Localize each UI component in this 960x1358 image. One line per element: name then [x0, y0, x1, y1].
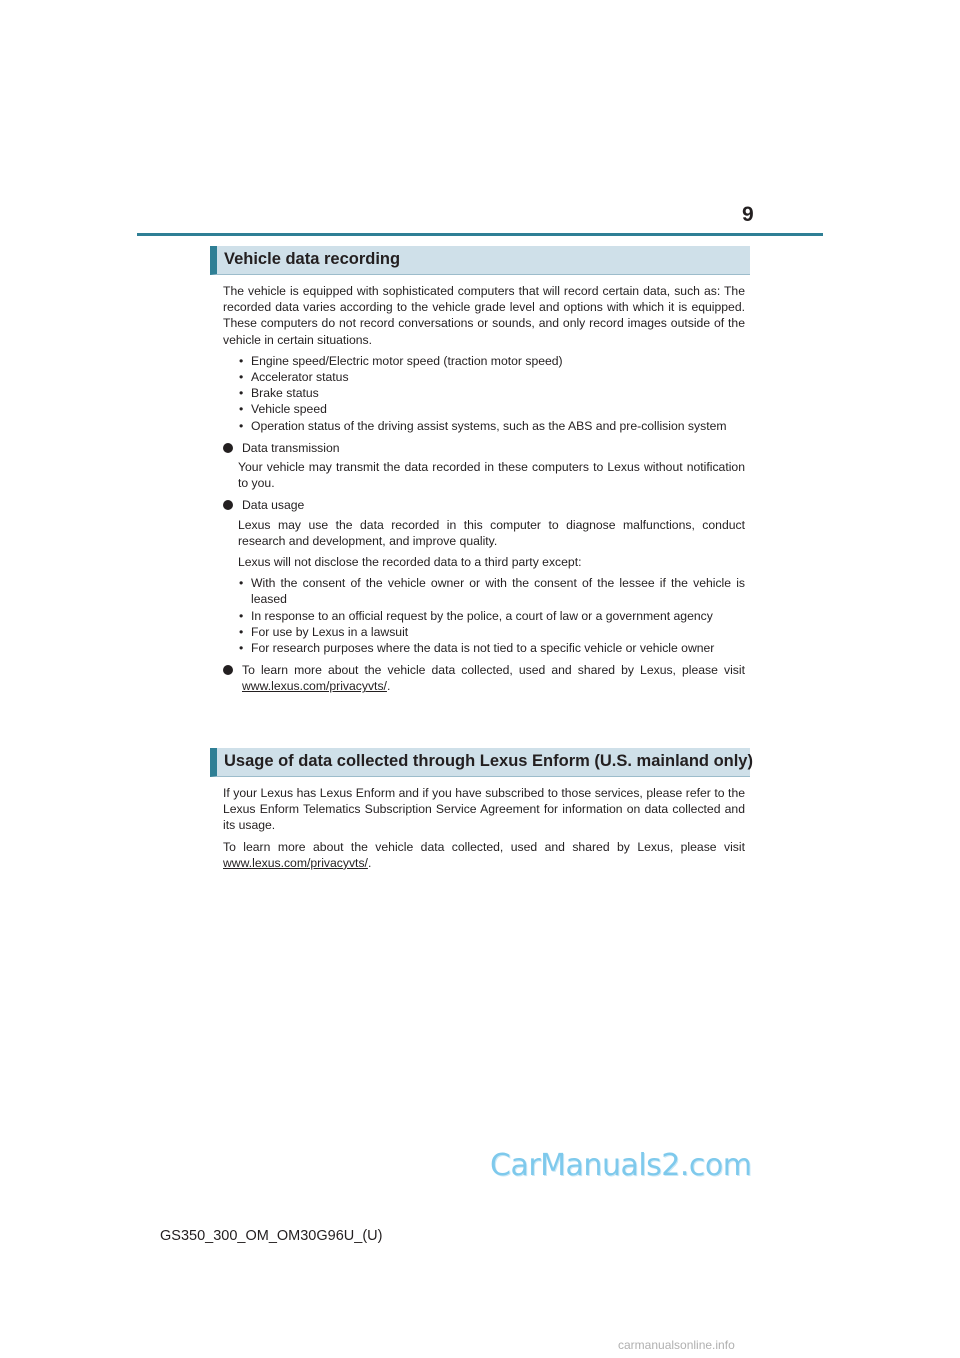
list-item: • Engine speed/Electric motor speed (traction motor speed)	[251, 353, 745, 369]
disclosure-paragraph: Lexus will not disclose the recorded data to a third party except:	[238, 555, 582, 570]
item-body	[238, 517, 745, 657]
learn-more-item	[223, 662, 745, 694]
bullet-icon	[223, 500, 233, 510]
period: .	[386, 679, 391, 694]
section-body-vehicle-data	[223, 283, 745, 695]
footer-code: GS350_300_OM_OM30G96U_(U)	[160, 1228, 383, 1244]
list-item: • Brake status	[251, 385, 745, 401]
enform-learn-more	[223, 839, 745, 871]
bullet-icon	[223, 665, 233, 675]
list-item: • Vehicle speed	[251, 401, 745, 417]
section-header-enform	[210, 748, 753, 777]
watermark-text: CarManuals2.com	[490, 1148, 752, 1183]
bottom-watermark: carmanualsonline.info	[618, 1338, 735, 1352]
list-item: • With the consent of the vehicle owner or with the consent of the lessee if the vehicle is leased	[251, 575, 745, 607]
list-item: • For use by Lexus in a lawsuit	[251, 624, 745, 640]
section-title: Usage of data collected through Lexus Enform (U.S. mainland only)	[224, 752, 753, 770]
carmanuals-watermark	[490, 1148, 755, 1194]
enform-paragraph: If your Lexus has Lexus Enform and if you have subscribed to those services, please refer to the Lexus Enform Telematics Subscription Service Agreement for information on data collected and its usage.	[223, 786, 745, 833]
period: .	[367, 855, 372, 870]
header-rule	[137, 233, 823, 236]
item-title: Data usage	[242, 498, 305, 513]
item-body: Your vehicle may transmit the data recorded in these computers to Lexus without notification to you.	[238, 460, 745, 491]
recorded-items-list	[223, 353, 745, 434]
bullet-icon	[223, 443, 233, 453]
privacy-link[interactable]: www.lexus.com/privacyvts/	[242, 679, 387, 694]
learn-more-label: To learn more about the vehicle data collected, used and shared by Lexus, please visit	[242, 663, 745, 678]
usage-paragraph: Lexus may use the data recorded in this computer to diagnose malfunctions, conduct research and development, and improve quality.	[238, 517, 745, 548]
data-transmission-item	[223, 440, 745, 492]
page-number: 9	[742, 203, 754, 226]
section-body-enform	[223, 785, 745, 871]
intro-paragraph: The vehicle is equipped with sophisticated computers that will record certain data, such as: The recorded data varies according to the vehicle grade level and options with which it is equipped. These computers do not record conversations or sounds, and only record images outside of the vehicle in certain situations.	[223, 284, 745, 347]
list-item: • For research purposes where the data is not tied to a specific vehicle or vehicle owner	[251, 640, 745, 656]
list-item: • In response to an official request by the police, a court of law or a government agency	[251, 608, 745, 624]
learn-more-label: To learn more about the vehicle data collected, used and shared by Lexus, please visit	[223, 839, 745, 854]
exceptions-list	[238, 575, 745, 656]
learn-more-text	[238, 662, 745, 694]
list-item: • Operation status of the driving assist systems, such as the ABS and pre-collision system	[251, 418, 745, 434]
data-usage-item	[223, 497, 745, 656]
privacy-link[interactable]: www.lexus.com/privacyvts/	[223, 855, 368, 870]
list-item: • Accelerator status	[251, 369, 745, 385]
section-title: Vehicle data recording	[224, 250, 401, 268]
item-title: Data transmission	[242, 440, 340, 455]
section-header-vehicle-data	[210, 246, 750, 275]
